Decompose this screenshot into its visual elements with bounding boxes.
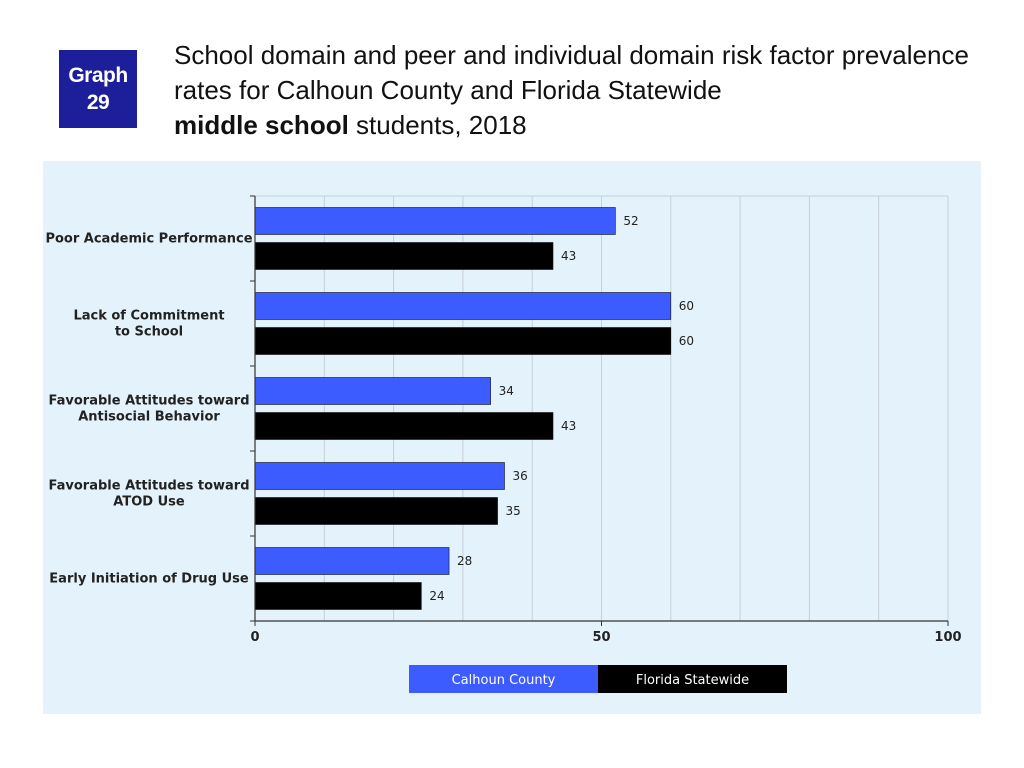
- graph-badge-number: 29: [86, 91, 110, 114]
- bar-value-label: 36: [512, 469, 528, 483]
- bar-florida: [255, 328, 671, 355]
- bar-chart: [43, 161, 981, 714]
- x-tick-label: 100: [934, 630, 962, 645]
- bar-calhoun: [255, 378, 491, 405]
- bar-value-label: 24: [429, 589, 445, 603]
- title-text-bold: middle school: [174, 110, 349, 140]
- x-tick-label: 0: [250, 630, 260, 645]
- bar-calhoun: [255, 463, 504, 490]
- title-text-main: School domain and peer and individual domain risk factor prevalence rates for Calhoun County and Florida Statewide: [174, 40, 969, 105]
- bar-florida: [255, 243, 553, 270]
- category-label-line: Poor Academic Performance: [45, 231, 253, 247]
- bar-florida: [255, 498, 498, 525]
- chart-panel: [43, 161, 981, 714]
- bar-value-label: 60: [678, 299, 695, 313]
- bar-value-label: 35: [505, 504, 521, 518]
- page-title: [174, 38, 994, 143]
- legend-label-calhoun: Calhoun County: [451, 673, 556, 688]
- bar-calhoun: [255, 208, 615, 235]
- bar-value-label: 43: [560, 419, 577, 433]
- category-label-line: Favorable Attitudes toward: [48, 478, 250, 494]
- bar-value-label: 28: [457, 554, 473, 568]
- category-label: [73, 309, 224, 340]
- category-label-line: Lack of Commitment: [73, 308, 225, 324]
- legend-label-florida: Florida Statewide: [635, 673, 750, 688]
- bar-florida: [255, 413, 553, 440]
- bar-value-label: 52: [623, 214, 639, 228]
- category-label: [48, 394, 249, 425]
- category-label-line: to School: [114, 324, 184, 340]
- x-tick-label: 50: [592, 630, 611, 645]
- graph-badge-label: Graph: [68, 64, 128, 87]
- bar-value-label: 60: [678, 334, 695, 348]
- category-label: [49, 572, 249, 587]
- bar-florida: [255, 583, 421, 610]
- bar-value-label: 43: [560, 249, 577, 263]
- category-label: [45, 232, 252, 247]
- bar-calhoun: [255, 293, 671, 320]
- graph-badge: [59, 50, 137, 128]
- category-label-line: Antisocial Behavior: [78, 409, 220, 425]
- title-text-tail: students, 2018: [356, 110, 527, 140]
- bar-calhoun: [255, 548, 449, 575]
- category-label-line: Favorable Attitudes toward: [48, 393, 250, 409]
- bar-value-label: 34: [498, 384, 514, 398]
- category-label-line: Early Initiation of Drug Use: [49, 571, 249, 587]
- category-label-line: ATOD Use: [113, 494, 185, 510]
- category-label: [48, 479, 249, 510]
